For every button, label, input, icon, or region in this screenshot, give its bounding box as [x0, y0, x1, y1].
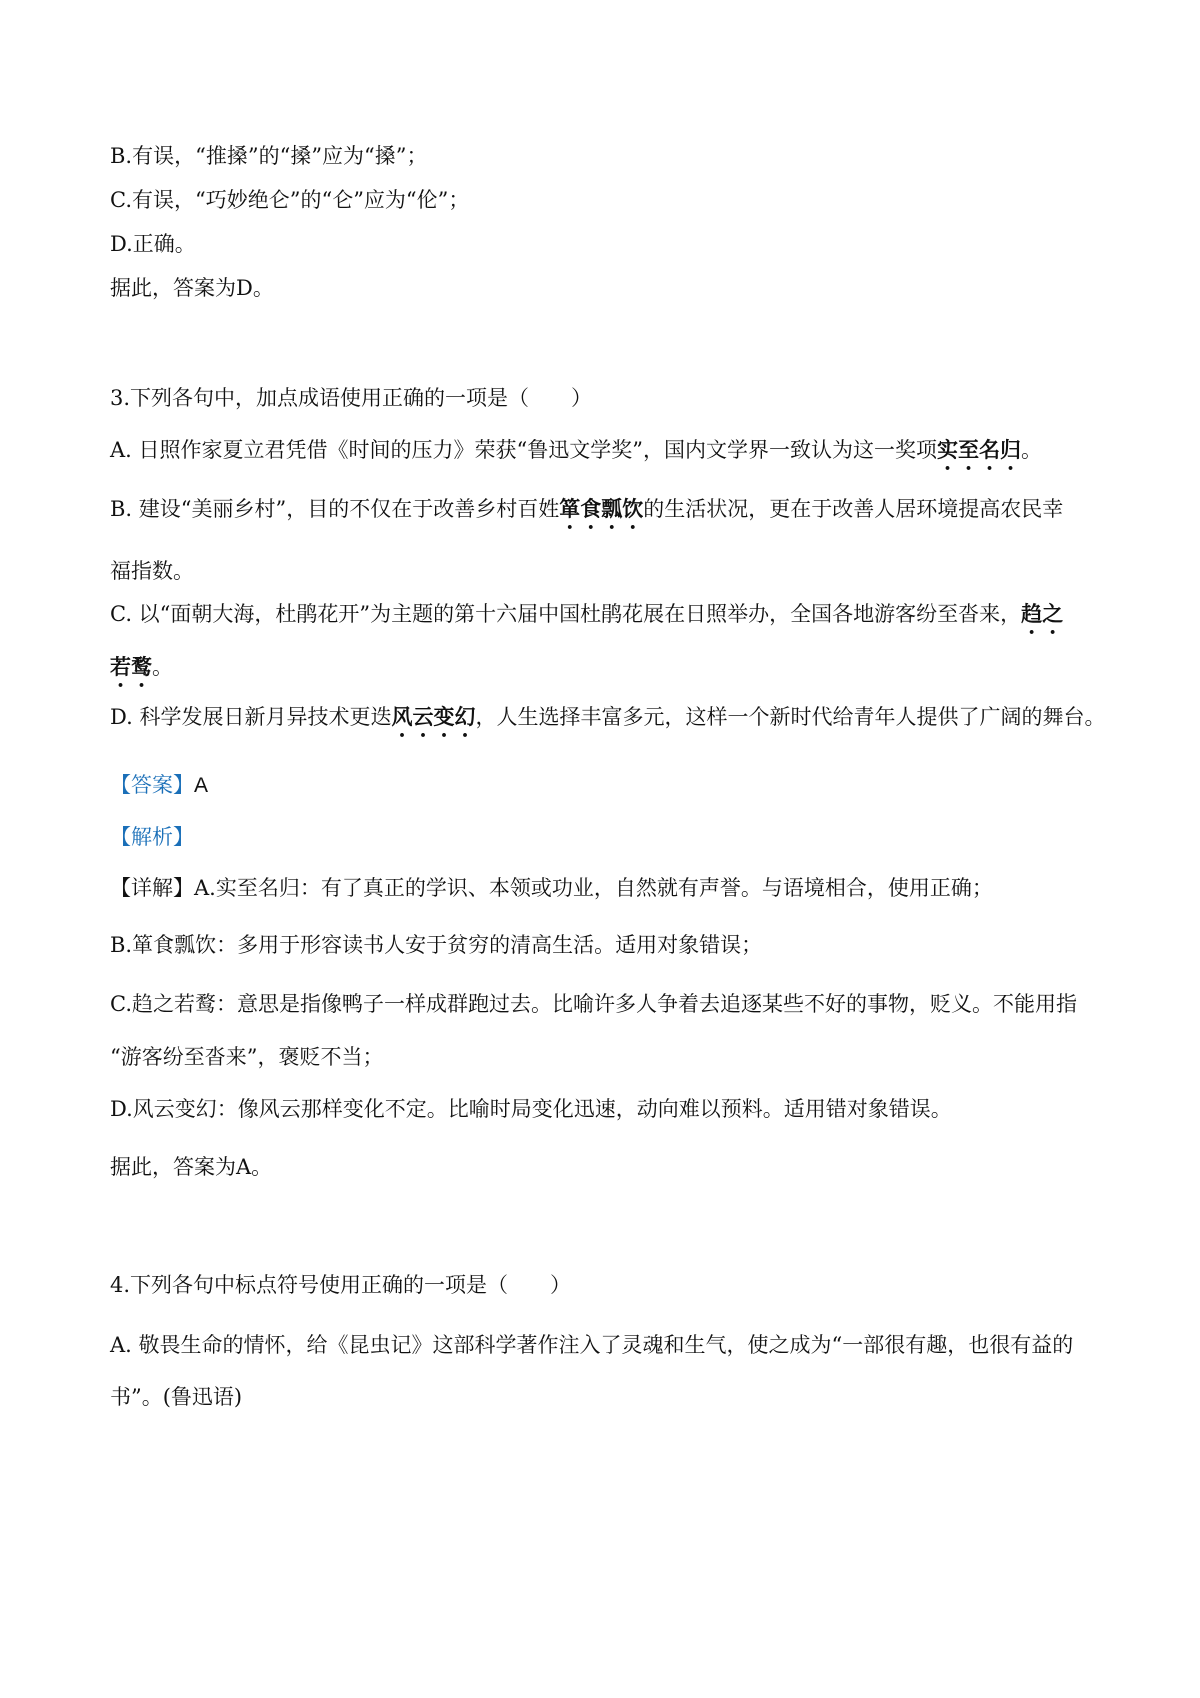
- q3-option-c-text: C. 以“面朝大海，杜鹃花开”为主题的第十六届中国杜鹃花展在日照举办，全国各地游客纷至沓来，: [110, 602, 1022, 626]
- prev-conclusion: 据此，答案为D。: [110, 276, 274, 300]
- prev-explanation-b: B.有误，“推搡”的“搡”应为“搡”；: [110, 144, 428, 168]
- q3-analysis-label: 【解析】: [110, 825, 194, 849]
- q3-option-c-idiom-part2: 若鹜: [110, 654, 152, 679]
- q3-detail-b: B.箪食瓢饮：多用于形容读书人安于贫穷的清高生活。适用对象错误；: [110, 933, 763, 957]
- prev-explanation-d: D.正确。: [110, 232, 196, 256]
- q3-detail-label: 【详解】: [110, 876, 194, 900]
- q3-option-d: [110, 702, 1106, 742]
- q3-detail-a: [110, 873, 1100, 903]
- q3-option-d-text: D. 科学发展日新月异技术更迭: [110, 705, 392, 729]
- prev-explanation-c: C.有误，“巧妙绝仑”的“仑”应为“伦”；: [110, 188, 470, 212]
- q3-option-a-end: 。: [1021, 438, 1042, 462]
- q4-stem: 4.下列各句中标点符号使用正确的一项是（ ）: [110, 1273, 572, 1297]
- q3-stem: 3.下列各句中，加点成语使用正确的一项是（ ）: [110, 386, 593, 410]
- q3-detail-c-continued: “游客纷至沓来”，褒贬不当；: [110, 1045, 384, 1069]
- q3-option-a-idiom: 实至名归: [937, 437, 1021, 462]
- q3-detail-a-text: A.实至名归：有了真正的学识、本领或功业，自然就有声誉。与语境相合，使用正确；: [194, 876, 993, 900]
- q3-answer: [110, 770, 1100, 801]
- q3-option-a-text: A. 日照作家夏立君凭借《时间的压力》荣获“鲁迅文学奖”，国内文学界一致认为这一奖项: [110, 438, 937, 462]
- q3-option-b-idiom: 箪食瓢饮: [559, 496, 644, 521]
- q3-option-b: [110, 494, 1100, 534]
- q3-option-b-text: B. 建设“美丽乡村”，目的不仅在于改善乡村百姓: [110, 497, 560, 521]
- q4-option-a: A. 敬畏生命的情怀，给《昆虫记》这部科学著作注入了灵魂和生气，使之成为“一部很有趣，也很有益的: [110, 1333, 1074, 1357]
- q3-option-b-end: 的生活状况，更在于改善人居环境提高农民幸: [643, 497, 1064, 521]
- q3-answer-label: 【答案】: [110, 773, 194, 797]
- q3-answer-value: A: [194, 774, 209, 797]
- q3-detail-d: D.风云变幻：像风云那样变化不定。比喻时局变化迅速，动向难以预料。适用错对象错误。: [110, 1097, 952, 1121]
- q3-option-c-end: 。: [152, 655, 173, 679]
- q4-option-a-continued: 书”。(鲁迅语): [110, 1385, 243, 1409]
- q3-option-d-idiom: 风云变幻: [391, 704, 476, 729]
- q3-option-c-continued: [110, 652, 1100, 692]
- q3-detail-c: C.趋之若鹜：意思是指像鸭子一样成群跑过去。比喻许多人争着去追逐某些不好的事物，贬义。不能用指: [110, 992, 1077, 1016]
- q3-conclusion: 据此，答案为A。: [110, 1155, 273, 1179]
- q3-option-c: [110, 599, 1100, 639]
- q3-option-a: [110, 435, 1100, 475]
- q3-option-d-end: ，人生选择丰富多元，这样一个新时代给青年人提供了广阔的舞台。: [475, 705, 1106, 729]
- q3-option-c-idiom-part1: 趋之: [1021, 601, 1064, 626]
- q3-option-b-continued: 福指数。: [110, 559, 194, 583]
